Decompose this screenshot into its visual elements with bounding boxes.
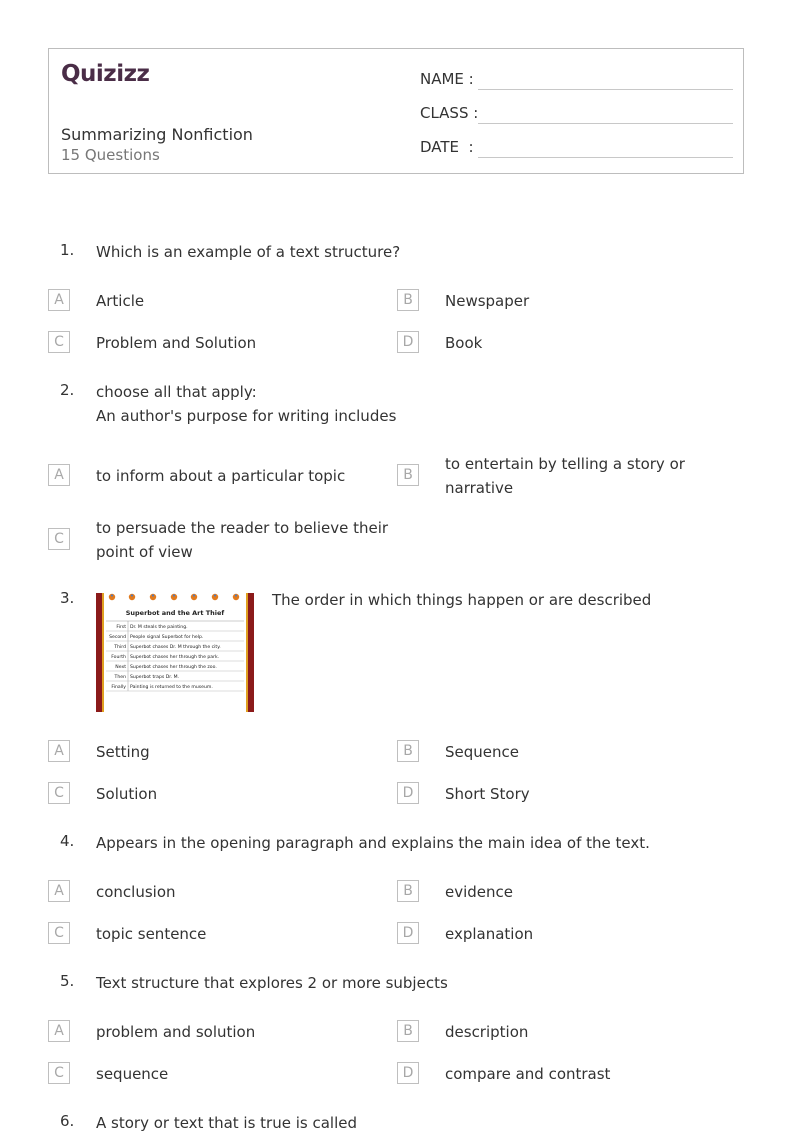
question-text [272, 588, 651, 612]
question-number: 1. [60, 241, 75, 259]
option-text[interactable]: evidence [445, 883, 514, 901]
name-line[interactable] [478, 89, 733, 90]
question-count: 15 Questions [61, 146, 160, 164]
option-letter-box[interactable]: A [48, 289, 70, 311]
table-row-label: Third [114, 645, 126, 650]
superbot-sequence-table [96, 591, 254, 712]
worksheet-header [48, 48, 744, 174]
question-number: 5. [60, 972, 75, 990]
table-row-text: People signal Superbot for help. [130, 635, 204, 640]
option-letter-box[interactable]: A [48, 740, 70, 762]
table-row-label: Finally [111, 685, 126, 690]
option-letter-box[interactable]: D [397, 922, 419, 944]
right-border-stripe [248, 593, 254, 712]
class-line[interactable] [478, 123, 733, 124]
option-letter-box[interactable]: C [48, 782, 70, 804]
table-row-text: Superbot chases Dr. M through the city. [130, 645, 221, 650]
option-letter-box[interactable]: C [48, 528, 70, 550]
left-border-stripe [96, 593, 102, 712]
table-title: Superbot and the Art Thief [125, 609, 225, 617]
table-row-text: Superbot chases her through the zoo. [130, 665, 217, 670]
option-text[interactable]: Short Story [445, 785, 530, 803]
option-text[interactable]: compare and contrast [445, 1065, 611, 1083]
table-row-text: Painting is returned to the museum. [130, 685, 213, 690]
option-text[interactable]: to persuade the reader to believe their point of view [96, 519, 389, 561]
option-text[interactable]: description [445, 1023, 529, 1041]
table-row-text: Dr. M steals the painting. [130, 625, 188, 630]
brand-logo-text: Quizizz [61, 61, 150, 87]
sequence-chart-image [96, 591, 254, 716]
option-letter-box[interactable]: B [397, 880, 419, 902]
question-number: 6. [60, 1112, 75, 1130]
option-letter-box[interactable]: D [397, 782, 419, 804]
question-text-line: An author's purpose for writing includes [96, 407, 397, 425]
question-number: 3. [60, 589, 75, 607]
question-text [96, 971, 448, 995]
option-letter-box[interactable]: B [397, 464, 419, 486]
question-text [96, 1111, 357, 1135]
question-text-line: Which is an example of a text structure? [96, 243, 401, 261]
question-text-line: A story or text that is true is called [96, 1114, 358, 1132]
option-text[interactable]: Article [96, 292, 145, 310]
option-letter-box[interactable]: A [48, 880, 70, 902]
option-letter-box[interactable]: A [48, 1020, 70, 1042]
class-label: CLASS : [420, 104, 479, 122]
table-row-label: Second [109, 635, 126, 640]
option-text[interactable]: conclusion [96, 883, 176, 901]
table-row-label: Fourth [111, 655, 126, 660]
question-text-line: Text structure that explores 2 or more subjects [96, 974, 448, 992]
option-letter-box[interactable]: C [48, 331, 70, 353]
class-field[interactable] [420, 100, 733, 124]
quizizz-logo [61, 57, 153, 91]
date-line[interactable] [478, 157, 733, 158]
option-text[interactable]: Solution [96, 785, 158, 803]
name-label: NAME : [420, 70, 474, 88]
option-letter-box[interactable]: B [397, 1020, 419, 1042]
option-text[interactable]: topic sentence [96, 925, 207, 943]
question-number: 4. [60, 832, 75, 850]
table-row-label: Next [115, 665, 126, 670]
option-text[interactable]: sequence [96, 1065, 169, 1083]
name-field[interactable] [420, 66, 733, 90]
question-text [96, 831, 650, 855]
table-row-text: Superbot traps Dr. M. [130, 675, 180, 680]
option-text[interactable]: Book [445, 334, 483, 352]
option-letter-box[interactable]: A [48, 464, 70, 486]
option-text[interactable]: problem and solution [96, 1023, 256, 1041]
option-text[interactable]: Newspaper [445, 292, 530, 310]
option-letter-box[interactable]: C [48, 1062, 70, 1084]
option-letter-box[interactable]: D [397, 1062, 419, 1084]
brand-logo-wordmark [61, 57, 153, 87]
table-row-label: Then [114, 675, 126, 680]
question-text-line: Appears in the opening paragraph and explains the main idea of the text. [96, 834, 650, 852]
option-text[interactable]: Setting [96, 743, 150, 761]
option-text[interactable]: Problem and Solution [96, 334, 257, 352]
table-row-text: Superbot chases her through the park. [130, 655, 220, 660]
option-letter-box[interactable]: D [397, 331, 419, 353]
option-text[interactable]: Sequence [445, 743, 519, 761]
option-text[interactable]: explanation [445, 925, 534, 943]
option-letter-box[interactable]: B [397, 740, 419, 762]
question-number: 2. [60, 381, 75, 399]
option-letter-box[interactable]: B [397, 289, 419, 311]
worksheet-title: Summarizing Nonfiction [61, 125, 253, 144]
option-text[interactable]: to entertain by telling a story or narrative [445, 455, 685, 497]
question-text [96, 240, 400, 264]
question-text-line: The order in which things happen or are described [272, 591, 652, 609]
date-field[interactable] [420, 134, 733, 158]
question-text-line: choose all that apply: [96, 383, 257, 401]
date-label: DATE : [420, 138, 474, 156]
table-row-label: First [116, 625, 126, 630]
option-letter-box[interactable]: C [48, 922, 70, 944]
option-text[interactable]: to inform about a particular topic [96, 467, 346, 485]
question-text [96, 380, 396, 428]
